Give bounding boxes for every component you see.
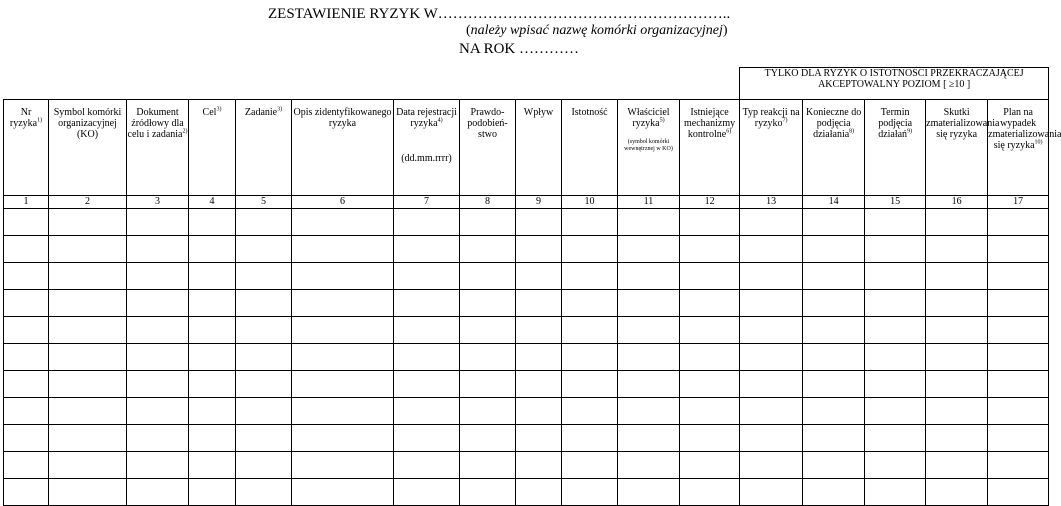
- table-cell[interactable]: [460, 317, 516, 344]
- table-cell[interactable]: [189, 452, 236, 479]
- table-cell[interactable]: [127, 209, 189, 236]
- column-number-12: 12: [680, 196, 740, 209]
- table-cell[interactable]: [618, 263, 680, 290]
- column-number-5: 5: [236, 196, 292, 209]
- table-cell[interactable]: [562, 209, 618, 236]
- footnote-marker: 10): [1034, 139, 1043, 146]
- table-cell[interactable]: [803, 344, 865, 371]
- table-cell[interactable]: [394, 398, 460, 425]
- table-cell[interactable]: [516, 452, 562, 479]
- table-cell[interactable]: [4, 425, 49, 452]
- table-cell[interactable]: [236, 236, 292, 263]
- table-cell[interactable]: [236, 344, 292, 371]
- table-cell[interactable]: [988, 479, 1049, 506]
- table-cell[interactable]: [865, 452, 926, 479]
- column-number-6: 6: [292, 196, 394, 209]
- table-cell[interactable]: [394, 263, 460, 290]
- table-cell[interactable]: [926, 263, 988, 290]
- table-cell[interactable]: [292, 290, 394, 317]
- table-cell[interactable]: [4, 479, 49, 506]
- column-header-label: Plan na wypadek zmaterializowania się ryzyka: [988, 107, 1061, 151]
- footnote-marker: 6): [726, 128, 732, 135]
- table-cell[interactable]: [394, 452, 460, 479]
- table-cell[interactable]: [926, 344, 988, 371]
- table-cell[interactable]: [988, 209, 1049, 236]
- column-number-16: 16: [926, 196, 988, 209]
- column-number-10: 10: [562, 196, 618, 209]
- table-row: [4, 290, 1049, 317]
- column-number-15: 15: [865, 196, 926, 209]
- table-cell[interactable]: [4, 371, 49, 398]
- table-cell[interactable]: [926, 236, 988, 263]
- column-header-label: Typ reakcji na ryzyko: [742, 107, 800, 129]
- table-row: [4, 236, 1049, 263]
- table-cell[interactable]: [618, 236, 680, 263]
- table-cell[interactable]: [292, 263, 394, 290]
- table-row: [4, 479, 1049, 506]
- column-header-6: [292, 100, 394, 196]
- column-number-9: 9: [516, 196, 562, 209]
- column-header-label: Opis zidentyfikowanego ryzyka: [293, 107, 392, 129]
- table-cell[interactable]: [926, 290, 988, 317]
- title-line-2-instruction: należy wpisać nazwę komórki organizacyjnej: [470, 23, 723, 38]
- column-header-label: Skutki zmaterializowania się ryzyka: [926, 107, 1000, 140]
- table-cell[interactable]: [740, 398, 803, 425]
- table-cell[interactable]: [803, 263, 865, 290]
- table-cell[interactable]: [189, 371, 236, 398]
- table-cell[interactable]: [189, 344, 236, 371]
- column-header-3: [127, 100, 189, 196]
- table-cell[interactable]: [292, 371, 394, 398]
- table-row: [4, 452, 1049, 479]
- table-cell[interactable]: [988, 398, 1049, 425]
- table-cell[interactable]: [49, 236, 127, 263]
- table-cell[interactable]: [292, 344, 394, 371]
- table-cell[interactable]: [680, 425, 740, 452]
- table-cell[interactable]: [4, 398, 49, 425]
- table-cell[interactable]: [926, 398, 988, 425]
- table-cell[interactable]: [49, 371, 127, 398]
- column-header-13: [740, 100, 803, 196]
- table-cell[interactable]: [49, 398, 127, 425]
- column-header-14: [803, 100, 865, 196]
- column-header-11: [618, 100, 680, 196]
- column-header-12: [680, 100, 740, 196]
- table-cell[interactable]: [460, 425, 516, 452]
- column-header-16: [926, 100, 1000, 196]
- title-line-1: ZESTAWIENIE RYZYK W…………………………………………………..: [268, 6, 731, 22]
- table-cell[interactable]: [4, 290, 49, 317]
- risk-register-table: [3, 67, 1061, 506]
- table-cell[interactable]: [740, 452, 803, 479]
- table-cell[interactable]: [127, 317, 189, 344]
- super-header-cell: TYLKO DLA RYZYK O ISTOTNOŚCI PRZEKRACZAJĄCEJ AKCEPTOWALNY POZIOM [ ≥10 ]: [740, 68, 1049, 100]
- table-cell[interactable]: [562, 290, 618, 317]
- column-header-9: [516, 100, 562, 196]
- footnote-marker: 9): [907, 128, 913, 135]
- table-cell[interactable]: [516, 344, 562, 371]
- table-cell[interactable]: [740, 263, 803, 290]
- column-number-13: 13: [740, 196, 803, 209]
- table-cell[interactable]: [4, 452, 49, 479]
- table-cell[interactable]: [49, 317, 127, 344]
- table-cell[interactable]: [618, 209, 680, 236]
- table-cell[interactable]: [49, 425, 127, 452]
- table-cell[interactable]: [127, 344, 189, 371]
- table-cell[interactable]: [988, 344, 1049, 371]
- table-cell[interactable]: [562, 344, 618, 371]
- column-header-label: Cel: [202, 107, 217, 118]
- table-cell[interactable]: [49, 479, 127, 506]
- table-cell[interactable]: [127, 236, 189, 263]
- table-cell[interactable]: [236, 263, 292, 290]
- table-cell[interactable]: [562, 263, 618, 290]
- table-cell[interactable]: [865, 236, 926, 263]
- table-cell[interactable]: [460, 209, 516, 236]
- table-cell[interactable]: [516, 263, 562, 290]
- column-header-label: Prawdo-podobień-stwo: [467, 107, 508, 140]
- table-cell[interactable]: [988, 371, 1049, 398]
- table-cell[interactable]: [127, 263, 189, 290]
- table-cell[interactable]: [865, 479, 926, 506]
- table-cell[interactable]: [189, 209, 236, 236]
- footnote-marker: 2): [182, 128, 188, 135]
- table-cell[interactable]: [803, 317, 865, 344]
- table-cell[interactable]: [4, 317, 49, 344]
- table-cell[interactable]: [562, 398, 618, 425]
- table-cell[interactable]: [865, 263, 926, 290]
- table-cell[interactable]: [740, 371, 803, 398]
- table-cell[interactable]: [127, 425, 189, 452]
- table-cell[interactable]: [803, 371, 865, 398]
- table-cell[interactable]: [236, 452, 292, 479]
- table-cell[interactable]: [803, 398, 865, 425]
- column-header-10: [562, 100, 618, 196]
- table-cell[interactable]: [127, 398, 189, 425]
- table-cell[interactable]: [516, 236, 562, 263]
- footnote-marker: 1): [37, 117, 43, 124]
- table-cell[interactable]: [680, 263, 740, 290]
- table-cell[interactable]: [680, 344, 740, 371]
- table-cell[interactable]: [680, 371, 740, 398]
- table-cell[interactable]: [189, 425, 236, 452]
- table-row: [4, 398, 1049, 425]
- column-header-1: [4, 100, 49, 196]
- table-cell[interactable]: [562, 371, 618, 398]
- column-number-17: 17: [988, 196, 1049, 209]
- table-cell[interactable]: [926, 425, 988, 452]
- table-cell[interactable]: [236, 371, 292, 398]
- table-cell[interactable]: [460, 371, 516, 398]
- table-cell[interactable]: [740, 209, 803, 236]
- table-cell[interactable]: [562, 317, 618, 344]
- column-header-label: Symbol komórki organizacyjnej (KO): [53, 107, 122, 140]
- column-number-3: 3: [127, 196, 189, 209]
- table-cell[interactable]: [516, 317, 562, 344]
- column-number-7: 7: [394, 196, 460, 209]
- column-header-label: Istotność: [571, 107, 608, 118]
- table-cell[interactable]: [680, 236, 740, 263]
- footnote-marker: 8): [849, 128, 855, 135]
- table-row: [4, 425, 1049, 452]
- table-cell[interactable]: [865, 398, 926, 425]
- table-cell[interactable]: [562, 236, 618, 263]
- column-header-17: [988, 100, 1061, 196]
- table-cell[interactable]: [394, 290, 460, 317]
- column-header-4: [189, 100, 236, 196]
- table-cell[interactable]: [988, 290, 1049, 317]
- column-header-2: [49, 100, 127, 196]
- table-cell[interactable]: [680, 398, 740, 425]
- table-cell[interactable]: [865, 209, 926, 236]
- table-cell[interactable]: [394, 371, 460, 398]
- table-cell[interactable]: [292, 209, 394, 236]
- table-cell[interactable]: [189, 398, 236, 425]
- table-cell[interactable]: [516, 371, 562, 398]
- column-header-row: [4, 100, 1049, 196]
- table-cell[interactable]: [4, 209, 49, 236]
- table-cell[interactable]: [4, 344, 49, 371]
- table-row: [4, 371, 1049, 398]
- table-cell[interactable]: [189, 263, 236, 290]
- table-cell[interactable]: [292, 425, 394, 452]
- table-cell[interactable]: [865, 425, 926, 452]
- table-cell[interactable]: [516, 479, 562, 506]
- paren-open: (: [466, 23, 471, 38]
- table-cell[interactable]: [236, 398, 292, 425]
- column-header-label: Data rejestracji ryzyka: [396, 107, 457, 129]
- table-cell[interactable]: [394, 344, 460, 371]
- column-header-note: (dd.mm.rrrr): [401, 153, 452, 164]
- table-cell[interactable]: [740, 317, 803, 344]
- column-number-14: 14: [803, 196, 865, 209]
- table-cell[interactable]: [803, 452, 865, 479]
- table-cell[interactable]: [460, 452, 516, 479]
- table-cell[interactable]: [49, 344, 127, 371]
- table-row: [4, 209, 1049, 236]
- table-cell[interactable]: [926, 452, 988, 479]
- table-cell[interactable]: [926, 479, 988, 506]
- column-header-15: [865, 100, 926, 196]
- table-cell[interactable]: [292, 479, 394, 506]
- column-header-label: Zadanie: [244, 107, 278, 118]
- column-header-8: [460, 100, 516, 196]
- column-number-2: 2: [49, 196, 127, 209]
- table-cell[interactable]: [680, 479, 740, 506]
- table-cell[interactable]: [460, 344, 516, 371]
- table-cell[interactable]: [988, 236, 1049, 263]
- column-header-label: Właściciel ryzyka: [627, 107, 670, 129]
- super-header-row: [4, 68, 1049, 100]
- table-cell[interactable]: [803, 290, 865, 317]
- table-cell[interactable]: [292, 398, 394, 425]
- table-cell[interactable]: [516, 209, 562, 236]
- paren-close: ): [722, 23, 728, 38]
- table-cell[interactable]: [394, 479, 460, 506]
- table-cell[interactable]: [236, 425, 292, 452]
- table-cell[interactable]: [865, 317, 926, 344]
- table-cell[interactable]: [236, 479, 292, 506]
- table-cell[interactable]: [988, 425, 1049, 452]
- table-cell[interactable]: [4, 263, 49, 290]
- table-cell[interactable]: [127, 290, 189, 317]
- table-cell[interactable]: [460, 479, 516, 506]
- table-cell[interactable]: [189, 290, 236, 317]
- table-cell[interactable]: [189, 317, 236, 344]
- table-cell[interactable]: [803, 479, 865, 506]
- column-number-8: 8: [460, 196, 516, 209]
- table-cell[interactable]: [988, 452, 1049, 479]
- table-cell[interactable]: [803, 425, 865, 452]
- table-cell[interactable]: [460, 398, 516, 425]
- footnote-marker: 3): [216, 106, 222, 113]
- table-cell[interactable]: [618, 479, 680, 506]
- column-number-4: 4: [189, 196, 236, 209]
- table-cell[interactable]: [189, 236, 236, 263]
- table-cell[interactable]: [460, 263, 516, 290]
- table-cell[interactable]: [49, 290, 127, 317]
- column-header-note: (symbol komórki wewnętrznej w KO): [624, 139, 673, 152]
- table-cell[interactable]: [562, 479, 618, 506]
- table-cell[interactable]: [4, 236, 49, 263]
- table-cell[interactable]: [618, 290, 680, 317]
- table-cell[interactable]: [926, 209, 988, 236]
- table-cell[interactable]: [236, 317, 292, 344]
- table-cell[interactable]: [680, 452, 740, 479]
- table-cell[interactable]: [562, 452, 618, 479]
- footnote-marker: 5): [659, 117, 665, 124]
- table-cell[interactable]: [394, 209, 460, 236]
- table-cell[interactable]: [618, 344, 680, 371]
- table-cell[interactable]: [127, 479, 189, 506]
- column-number-1: 1: [4, 196, 49, 209]
- table-cell[interactable]: [865, 290, 926, 317]
- column-number-11: 11: [618, 196, 680, 209]
- table-cell[interactable]: [680, 317, 740, 344]
- table-cell[interactable]: [680, 209, 740, 236]
- column-header-label: Konieczne do podjęcia działania: [805, 107, 862, 140]
- table-cell[interactable]: [618, 371, 680, 398]
- column-header-label: Istniejące mechanizmy kontrolne: [684, 107, 736, 140]
- table-cell[interactable]: [127, 452, 189, 479]
- title-line-2: [466, 23, 728, 39]
- table-cell[interactable]: [926, 317, 988, 344]
- table-cell[interactable]: [292, 236, 394, 263]
- table-row: [4, 263, 1049, 290]
- table-cell[interactable]: [740, 290, 803, 317]
- column-header-label: Wpływ: [523, 107, 554, 118]
- table-cell[interactable]: [618, 398, 680, 425]
- table-cell[interactable]: [236, 209, 292, 236]
- table-cell[interactable]: [460, 290, 516, 317]
- table-cell[interactable]: [803, 236, 865, 263]
- table-cell[interactable]: [618, 425, 680, 452]
- table-cell[interactable]: [394, 236, 460, 263]
- column-number-row: [4, 196, 1049, 209]
- table-cell[interactable]: [865, 371, 926, 398]
- table-row: [4, 344, 1049, 371]
- column-header-5: [236, 100, 292, 196]
- table-row: [4, 317, 1049, 344]
- table-cell[interactable]: [740, 236, 803, 263]
- column-header-label: Nr ryzyka: [9, 107, 38, 129]
- column-header-label: Dokument źródłowy dla celu i zadania: [127, 107, 184, 140]
- table-cell[interactable]: [49, 209, 127, 236]
- table-cell[interactable]: [292, 452, 394, 479]
- table-cell[interactable]: [236, 290, 292, 317]
- table-cell[interactable]: [49, 452, 127, 479]
- table-cell[interactable]: [740, 479, 803, 506]
- column-header-7: [394, 100, 460, 196]
- table-cell[interactable]: [988, 317, 1049, 344]
- table-cell[interactable]: [394, 425, 460, 452]
- table-cell[interactable]: [680, 290, 740, 317]
- table-cell[interactable]: [926, 371, 988, 398]
- table-cell[interactable]: [865, 344, 926, 371]
- table-cell[interactable]: [516, 398, 562, 425]
- column-header-label: Termin podjęcia działań: [878, 107, 913, 140]
- table-cell[interactable]: [292, 317, 394, 344]
- table-cell[interactable]: [562, 425, 618, 452]
- table-cell[interactable]: [618, 317, 680, 344]
- table-cell[interactable]: [618, 452, 680, 479]
- table-cell[interactable]: [740, 425, 803, 452]
- title-line-3: NA ROK …………: [459, 41, 580, 57]
- table-cell[interactable]: [516, 290, 562, 317]
- table-cell[interactable]: [516, 425, 562, 452]
- table-cell[interactable]: [988, 263, 1049, 290]
- table-cell[interactable]: [49, 263, 127, 290]
- table-cell[interactable]: [127, 371, 189, 398]
- footnote-marker: 3): [277, 106, 283, 113]
- table-cell[interactable]: [189, 479, 236, 506]
- table-cell[interactable]: [460, 236, 516, 263]
- table-cell[interactable]: [394, 317, 460, 344]
- footnote-marker: 4): [437, 117, 443, 124]
- table-cell[interactable]: [740, 344, 803, 371]
- footnote-marker: 7): [782, 117, 788, 124]
- table-cell[interactable]: [803, 209, 865, 236]
